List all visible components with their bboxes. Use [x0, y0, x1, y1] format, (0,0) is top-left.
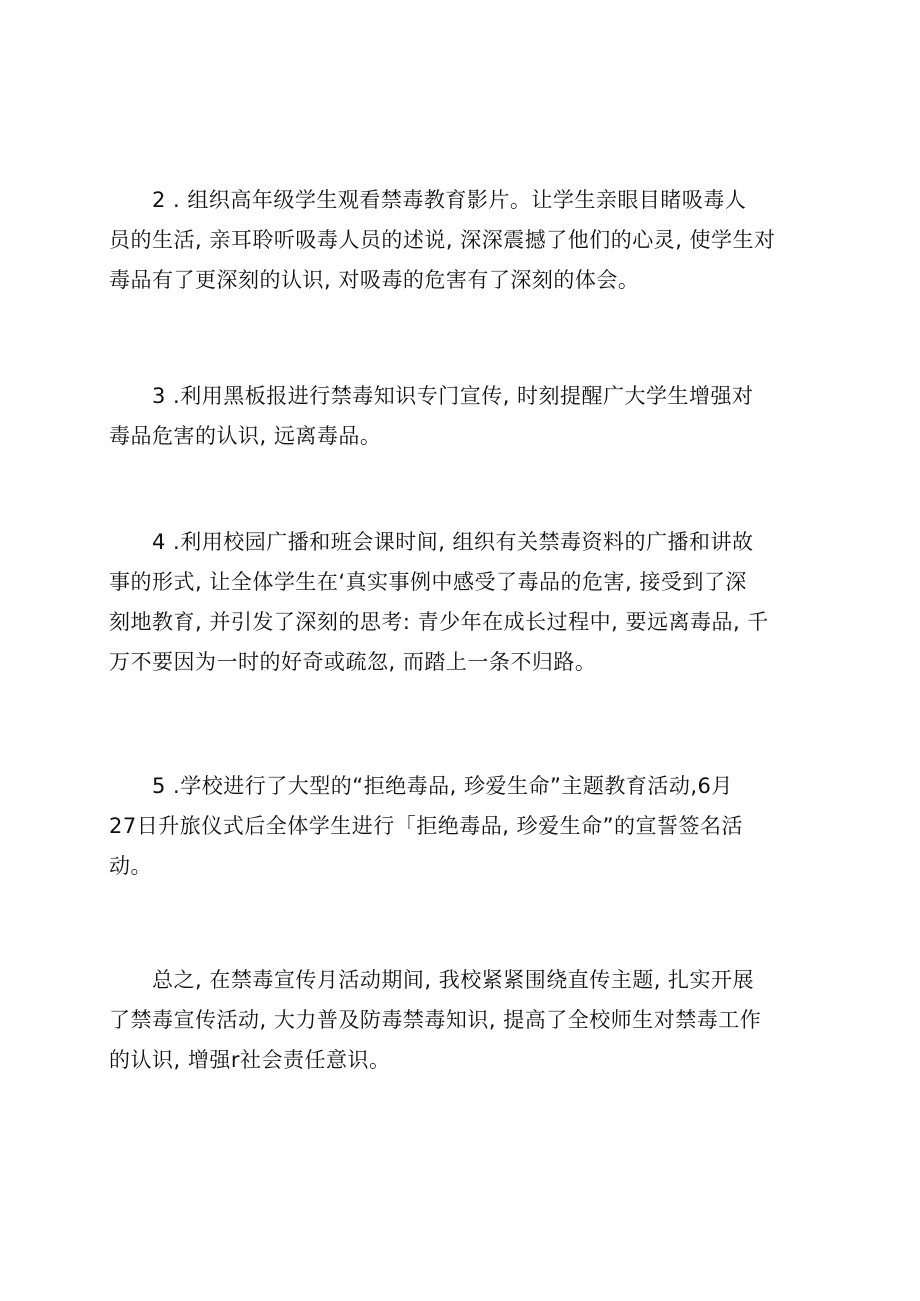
paragraph-line: 刻地教育, 并引发了深刻的思考: 青少年在成长过程中, 要远离毒品, 千 — [109, 610, 769, 634]
paragraph-line: 的认识, 增强r社会责任意识。 — [109, 1048, 391, 1072]
paragraph-line: 毒品有了更深刻的认识, 对吸毒的危害有了深刻的体会。 — [109, 268, 640, 292]
paragraph-line: 3 .利用黑板报进行禁毒知识专门宣传, 时刻提醒广大学生增强对 — [152, 384, 754, 408]
paragraph-line: 毒品危害的认识, 远离毒品。 — [109, 424, 382, 448]
paragraph-line: 27日升旅仪式后全体学生进行「拒绝毒品, 珍爱生命”的宣誓签名活 — [109, 814, 743, 838]
paragraph-line: 了禁毒宣传活动, 大力普及防毒禁毒知识, 提高了全校师生对禁毒工作 — [109, 1008, 762, 1032]
paragraph-item-4 — [109, 522, 814, 682]
paragraph-line: 总之, 在禁毒宣传月活动期间, 我校紧紧围绕直传主题, 扎实开展 — [152, 968, 755, 992]
paragraph-item-2 — [109, 180, 814, 300]
paragraph-line: 4 .利用校园广播和班会课时间, 组织有关禁毒资料的广播和讲故 — [152, 530, 754, 554]
paragraph-line: 万不要因为一时的好奇或疏忽, 而踏上一条不归路。 — [109, 650, 597, 674]
paragraph-line: 动。 — [109, 854, 152, 878]
paragraph-item-5 — [109, 766, 814, 886]
paragraph-line: 员的生活, 亲耳聆听吸毒人员的述说, 深深震撼了他们的心灵, 使学生对 — [109, 228, 776, 252]
paragraph-line: 事的形式, 让全体学生在‘真实事例中感受了毒品的危害, 接受到了深 — [109, 570, 747, 594]
paragraph-item-3 — [109, 376, 814, 456]
paragraph-line: 2 . 组织高年级学生观看禁毒教育影片。让学生亲眼目睹吸毒人 — [152, 188, 747, 212]
paragraph-line: 5 .学校进行了大型的“拒绝毒品, 珍爱生命”主题教育活动,6月 — [152, 774, 733, 798]
paragraph-summary — [109, 960, 814, 1080]
